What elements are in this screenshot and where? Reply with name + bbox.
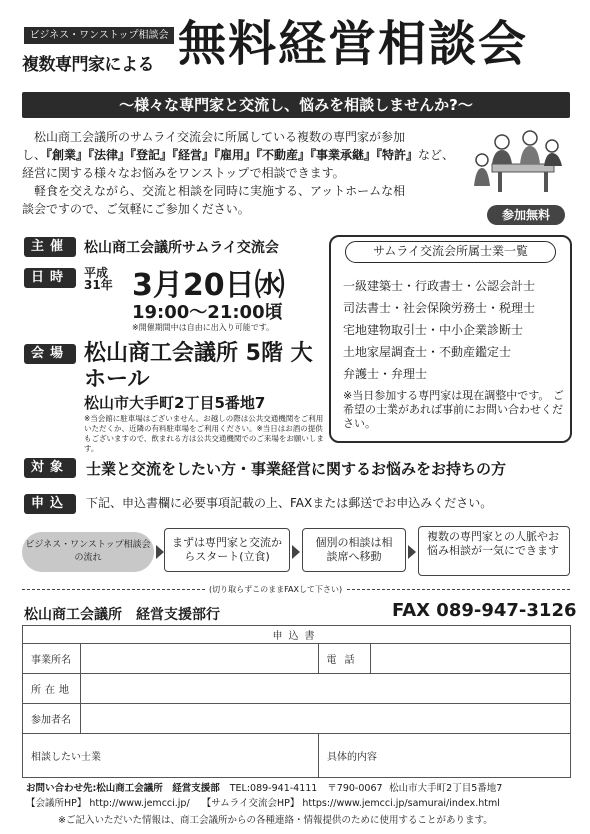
event-time: 19:00〜21:00頃 <box>132 302 283 323</box>
details-label: 具体的内容 <box>327 752 377 763</box>
address-label: 所在地 <box>23 674 81 704</box>
business-name-label: 事業所名 <box>23 644 81 674</box>
flow-label: ビジネス・ワンストップ相談会の流れ <box>22 532 154 572</box>
target-text: 士業と交流をしたい方・事業経営に関するお悩みをお持ちの方 <box>86 460 507 478</box>
member-item: 土地家屋調査士・不動産鑑定士 <box>343 345 512 359</box>
samurai-website-link[interactable]: 【サムライ交流会HP】 https://www.jemcci.jp/samurai/index.html <box>201 798 500 809</box>
arrow-icon <box>156 545 164 559</box>
host-label: 主催 <box>24 237 76 257</box>
consult-field[interactable] <box>23 734 319 778</box>
apply-text: 下記、申込書欄に必要事項記載の上、FAXまたは郵送でお申込みください。 <box>86 496 493 510</box>
member-item: 司法書士・社会保険労務士・税理士 <box>343 301 536 315</box>
member-item: 弁護士・弁理士 <box>343 367 428 381</box>
business-name-field[interactable] <box>81 644 319 674</box>
intro-line: し、『創業』『法律』『登記』『経営』『雇用』『不動産』『事業承継』『特許』など、 <box>22 148 455 162</box>
consult-label: 相談したい士業 <box>31 752 101 763</box>
participant-field[interactable] <box>81 704 571 734</box>
header-subtitle: 複数専門家による <box>22 55 154 75</box>
cut-instruction: (切り取らずこのままFAXして下さい) <box>205 584 346 595</box>
apply-label: 申込 <box>24 494 76 514</box>
venue-name: 松山商工会議所 5階 大ホール <box>84 341 313 392</box>
intro-line: 経営に関する様々なお悩みをワンストップで相談できます。 <box>22 166 345 180</box>
form-title: 申込書 <box>23 626 571 644</box>
arrow-icon <box>408 545 416 559</box>
flow-step-2: 個別の相談は相談席へ移動 <box>302 528 406 572</box>
contact-websites <box>26 795 500 809</box>
contact-info: お問い合わせ先:松山商工会議所 経営支援部 TEL:089-941-4111 〒790-0067 松山市大手町2丁目5番地7 <box>26 783 503 794</box>
venue-label: 会場 <box>24 344 76 364</box>
intro-line: 松山商工会議所のサムライ交流会に所属している複数の専門家が参加 <box>34 130 406 144</box>
members-note: ※当日参加する専門家は現在調整中です。 ご希望の士業があれば事前にお問い合わせください。 <box>343 389 564 430</box>
intro-line: 軽食を交えながら、交流と相談を同時に実施する、アットホームな相 <box>34 184 406 198</box>
tagline-banner: 〜様々な専門家と交流し、悩みを相談しませんか?〜 <box>22 92 570 118</box>
member-item: 宅地建物取引士・中小企業診断士 <box>343 323 524 337</box>
event-date: 3月20日㈬ <box>132 268 285 303</box>
intro-text <box>22 128 462 218</box>
flow-step-1: まずは専門家と交流からスタート(立食) <box>164 528 290 572</box>
participant-label: 参加者名 <box>23 704 81 734</box>
intro-line: 談会ですので、ご気軽にご参加ください。 <box>22 202 250 216</box>
intro-keywords: 『創業』『法律』『登記』『経営』『雇用』『不動産』『事業承継』『特許』 <box>46 148 419 162</box>
chamber-website-link[interactable]: 【会議所HP】 http://www.jemcci.jp/ <box>26 798 190 809</box>
free-badge: 参加無料 <box>487 205 565 225</box>
details-field[interactable] <box>319 734 571 778</box>
arrow-icon <box>292 545 300 559</box>
phone-label: 電話 <box>319 644 371 674</box>
privacy-note: ※ご記入いただいた情報は、商工会議所からの各種連絡・情報提供のために使用することがあります。 <box>58 815 493 826</box>
fax-number: FAX 089-947-3126 <box>392 600 577 621</box>
target-label: 対象 <box>24 458 76 478</box>
venue-note: ※当会館に駐車場はございません。お越しの際は公共交通機関をご利用いただくか、近隣の有料駐車場をご利用ください。※当日はお酒の提供もございますので、飲まれる方は公共交通機関でのご来場をお願いします。 <box>84 414 324 453</box>
phone-field[interactable] <box>371 644 571 674</box>
application-form <box>22 625 571 778</box>
date-note: ※開催期間中は自由に出入り可能です。 <box>132 323 275 332</box>
venue-address: 松山市大手町2丁目5番地7 <box>84 394 266 412</box>
members-list <box>343 275 535 385</box>
address-field[interactable] <box>81 674 571 704</box>
host-name: 松山商工会議所サムライ交流会 <box>84 240 279 256</box>
event-badge: ビジネス・ワンストップ相談会 <box>24 27 174 44</box>
members-box <box>329 235 572 443</box>
date-label: 日時 <box>24 268 76 288</box>
flow-step-3: 複数の専門家との人脈やお悩み相談が一気にできます <box>418 526 570 576</box>
member-item: 一級建築士・行政書士・公認会計士 <box>343 279 536 293</box>
page-title: 無料経営相談会 <box>178 16 529 72</box>
members-title: サムライ交流会所属士業一覧 <box>345 241 556 263</box>
meeting-people-illustration <box>472 120 572 202</box>
date-era: 平成31年 <box>84 266 113 292</box>
recipient-org: 松山商工会議所 経営支援部行 <box>24 607 220 623</box>
